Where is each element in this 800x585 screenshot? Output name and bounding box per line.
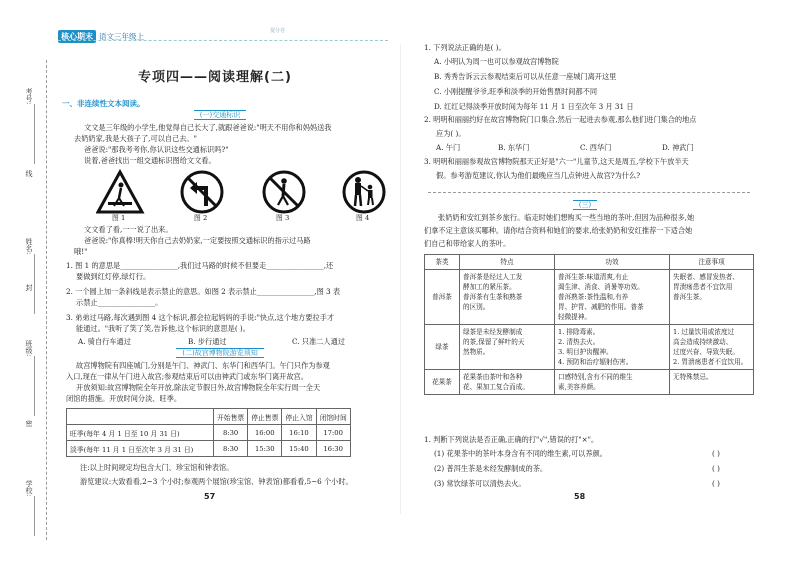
fill-line	[34, 496, 36, 536]
sign-caption: 图 3	[276, 214, 290, 222]
option-a[interactable]: A. 午门	[436, 143, 461, 152]
table-note: 注:以上时间规定均包含大门、珍宝馆和钟表馆。	[80, 463, 234, 472]
table-row: 普洱茶 普洱茶是经过人工发 酵加工的紧压茶。 普洱茶有生茶和熟茶 的区别。 普洱生茶:味道清爽,有止 渴生津、消食、消暑等功效。 普洱熟茶:茶性温和,有养 胃、护胃、减肥的作用。普茶 轻微提神。 失眠者、感冒发热者、 胃溃疡患者不宜饮用 普洱生茶。	[425, 270, 754, 325]
option-d[interactable]: D. 红红记得淡季开放时间为每年 11 月 1 日至次年 3 月 31 日	[434, 102, 634, 111]
table-header-row: 开始售票 停止售票 停止入馆 闭馆时间	[67, 409, 351, 425]
page-number-left: 57	[204, 492, 216, 501]
option-c[interactable]: C. 西华门	[580, 143, 612, 152]
sign-no-pedestrians-icon	[264, 172, 304, 212]
brand-subtitle: 语文三年级上	[99, 32, 144, 41]
table-row: 花果茶 花果茶由茶叶和各种 花、果加工复合而成。 口感特别,含有不同的维生 素,美容养颜。 无特殊禁忌。	[425, 370, 754, 395]
traffic-signs	[96, 168, 386, 216]
option-c[interactable]: C. 只准二人通过	[292, 337, 345, 346]
fill-line	[34, 356, 36, 416]
question-3: 3. 弟弟过马路,每次遇到图 4 这个标识,都会拉起妈妈的手说:"快点,这个地方要拉手才 能通过。"我听了笑了笑,告诉他,这个标识的意思是( )。	[66, 313, 335, 333]
sign-no-left-turn-icon	[182, 172, 222, 212]
sign-crosswalk-icon	[98, 172, 142, 212]
side-label-line: 线	[25, 170, 33, 177]
question-2: 2. 一个圆上加一条斜线是表示禁止的意思。如图 2 表示禁止________________,图 3 表 示禁止________________。	[66, 287, 341, 307]
sign-caption: 图 2	[194, 214, 208, 222]
judge-item: (1) 花果茶中的茶叶本身含有不同的维生素,可以养颜。	[434, 449, 607, 458]
question-1: 1. 图 1 的意思是________________,我们过马路的时候不但要走________________,还 要做到红灯停,绿灯行。	[66, 261, 334, 281]
option-d[interactable]: D. 神武门	[662, 143, 694, 152]
judge-item: (2) 普洱生茶是未经发酵制成的茶。	[434, 464, 548, 473]
visit-tip: 游览建议:大致看看,2~3 个小时;参观两个展馆(珍宝馆、钟表馆)都看看,5~6 个小时。	[80, 477, 353, 486]
page-divider	[400, 44, 401, 514]
side-label-school: 学校:	[25, 480, 33, 497]
side-label-exam-no: 考号:	[25, 88, 33, 105]
answer-paren[interactable]: ( )	[712, 479, 720, 488]
passage-2: 文文看了看,一一说了出来。 爸爸说:"你真棒!明天你自己去奶奶家,一定要按照交通标识的指示过马路 哦!"	[74, 225, 311, 256]
sign-caption: 图 1	[112, 214, 126, 222]
right-question-2: 2. 明明和丽丽约好在故宫博物院门口集合,然后一起进去参观,那么他们进门集合的地点 应为( )。	[424, 115, 697, 138]
table-row: 旺季(每年 4 月 1 日至 10 月 31 日) 8:30 16:00 16:10 17:00	[67, 425, 351, 441]
fill-line	[34, 254, 36, 314]
judge-item: (3) 常饮绿茶可以清热去火。	[434, 479, 526, 488]
part1-title: (一)交通标识	[160, 110, 280, 120]
option-c[interactable]: C. 小刚提醒爷爷,旺季和淡季的开始售票时间都不同	[434, 87, 598, 96]
binding-line	[46, 60, 47, 540]
side-label-seal: 封	[25, 284, 33, 291]
part3-title: (三)	[560, 200, 610, 210]
table-row: 淡季(每年 11 月 1 日至次年 3 月 31 日) 8:30 15:30 15:40 16:30	[67, 441, 351, 457]
brand-name: 核心期末	[58, 30, 96, 43]
table-header-row: 茶类 特点 功效 注意事项	[425, 255, 754, 270]
sign-caption: 图 4	[356, 214, 370, 222]
option-a[interactable]: A. 小明认为周一也可以参观故宫博物院	[434, 57, 559, 66]
side-label-class: 班级:	[25, 340, 33, 357]
answer-paren[interactable]: ( )	[712, 464, 720, 473]
header-mark: 提分卷	[270, 28, 286, 34]
right-question-1: 1. 下列说法正确的是( )。	[424, 43, 506, 52]
part2-title: (二)故宫博物院游览须知	[150, 348, 290, 358]
header-rule	[58, 40, 388, 41]
brand-logo	[58, 24, 178, 41]
section-heading: 一、非连续性文本阅读。	[62, 99, 145, 108]
passage-1: 文文是三年级的小学生,他觉得自己长大了,就跟爸爸说:"明天不用你和妈妈送我 去奶奶家,我是大孩子了,可以自己去。" 爸爸说:"那我考考你,你认识这些交通标识吗?" 说着,爸爸找出一组交通标识图给文文看。	[74, 123, 332, 165]
side-label-name: 姓名:	[25, 238, 33, 255]
option-b[interactable]: B. 秀秀告诉云云参观结束后可以从任意一座城门离开这里	[434, 72, 617, 81]
right-question-4: 1. 判断下列说法是否正确,正确的打"√",错误的打"×"。	[424, 435, 599, 444]
tea-table	[424, 254, 754, 395]
option-b[interactable]: B. 东华门	[498, 143, 530, 152]
passage-4: 张奶奶和安红到茶乡旅行。临走时她们想购买一些当地的茶叶,但因为品种很多,她 们拿不定主意该买哪种。请你结合资料和她们的要求,给张奶奶和安红推荐一下适合她 们自己和带给家人的茶叶。	[424, 213, 695, 248]
fill-line	[34, 104, 36, 164]
right-question-1-options	[434, 56, 634, 112]
table-row: 绿茶 绿茶是未经发酵制成 的茶,保留了鲜叶的天 然物质。 1. 排除毒素。 2. 清热去火。 3. 明目护齿醒神。 4. 预防和治疗辐射伤害。 1. 过量饮用或浓度过 高会造成持续激动、 过度兴奋、导致失眠。 2. 胃溃疡患者不宜饮用。	[425, 325, 754, 370]
side-label-secret: 密	[25, 420, 33, 427]
option-b[interactable]: B. 步行通过	[188, 337, 227, 346]
answer-paren[interactable]: ( )	[712, 449, 720, 458]
option-a[interactable]: A. 骑自行车通过	[78, 337, 131, 346]
answer-line	[428, 192, 750, 193]
right-question-3: 3. 明明和丽丽参观故宫博物院那天正好是"六一"儿童节,这天是周五,学校下午放半天 假。参考游览建议,你认为他们最晚应当几点钟进入故宫?为什么?	[424, 157, 689, 180]
opening-hours-table	[66, 408, 351, 457]
passage-3: 故宫博物院有四座城门,分别是午门、神武门、东华门和西华门。午门只作为参观 入口,现在一律从午门进入故宫;参观结束后可以由神武门或东华门离开故宫。 开放须知:故宫博物院全年开放,除法定节假日外,故宫博物院全年实行周一全天 闭馆的措施。开放时间分淡、旺季。	[66, 361, 330, 403]
page-number-right: 58	[574, 492, 586, 501]
page-title: 专项四——阅读理解(二)	[138, 70, 292, 85]
sign-walk-icon	[344, 172, 384, 212]
